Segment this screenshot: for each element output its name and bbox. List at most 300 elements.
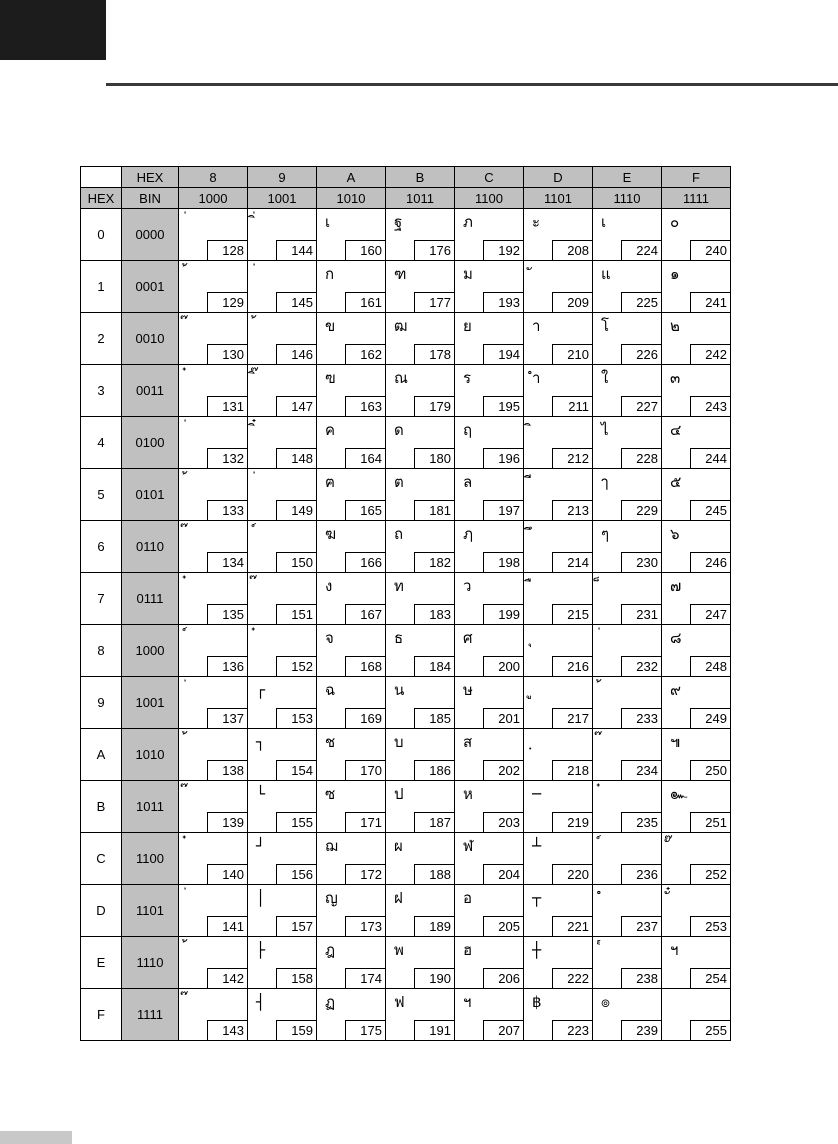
- char-glyph: ม: [463, 265, 473, 283]
- char-cell: [662, 781, 731, 833]
- char-cell: [317, 573, 386, 625]
- char-cell: [524, 313, 593, 365]
- char-code: 211: [568, 399, 589, 414]
- char-cell: [317, 209, 386, 261]
- char-glyph: ๚: [670, 733, 681, 751]
- char-cell: [593, 365, 662, 417]
- char-code: 212: [567, 451, 589, 466]
- char-cell: [662, 313, 731, 365]
- char-glyph: เ: [325, 213, 331, 231]
- char-cell: [317, 365, 386, 417]
- char-code: 232: [636, 659, 658, 674]
- code-box: [552, 396, 592, 416]
- char-glyph: ร: [463, 369, 472, 387]
- char-code: 186: [429, 763, 451, 778]
- code-box: [345, 604, 385, 624]
- char-cell: [455, 209, 524, 261]
- char-code: 230: [636, 555, 658, 570]
- char-code: 213: [567, 503, 589, 518]
- char-cell: [317, 417, 386, 469]
- row-hex-value: 4: [81, 417, 122, 469]
- char-glyph: ๓: [670, 369, 681, 387]
- code-box: [483, 604, 523, 624]
- char-cell: [455, 469, 524, 521]
- code-box: [552, 500, 592, 520]
- char-cell: [386, 417, 455, 469]
- column-hex-header: F: [662, 167, 731, 188]
- char-cell: [317, 677, 386, 729]
- row-bin-value: 1101: [122, 885, 179, 937]
- char-code: 167: [360, 607, 382, 622]
- char-code: 200: [498, 659, 520, 674]
- char-cell: [662, 521, 731, 573]
- char-code: 161: [360, 295, 382, 310]
- char-cell: [593, 313, 662, 365]
- code-box: [345, 864, 385, 884]
- char-code: 164: [360, 451, 382, 466]
- column-hex-header: E: [593, 167, 662, 188]
- code-box: [276, 812, 316, 832]
- column-hex-header: D: [524, 167, 593, 188]
- char-cell: [386, 781, 455, 833]
- char-code: 229: [636, 503, 658, 518]
- code-box: [483, 656, 523, 676]
- char-glyph: ฏ: [325, 993, 336, 1011]
- char-code: 223: [567, 1023, 589, 1038]
- code-box: [621, 552, 661, 572]
- code-box: [690, 656, 730, 676]
- char-code: 130: [222, 347, 244, 362]
- code-box: [621, 916, 661, 936]
- char-code: 170: [360, 763, 382, 778]
- row-hex-value: 9: [81, 677, 122, 729]
- char-code: 225: [636, 295, 658, 310]
- code-box: [621, 396, 661, 416]
- char-code: 173: [360, 919, 382, 934]
- char-code: 243: [705, 399, 727, 414]
- column-hex-header: C: [455, 167, 524, 188]
- code-box: [483, 292, 523, 312]
- code-box: [483, 396, 523, 416]
- char-cell: [248, 729, 317, 781]
- char-cell: [317, 781, 386, 833]
- char-code: 191: [429, 1023, 451, 1038]
- char-code: 141: [222, 919, 244, 934]
- char-code: 175: [360, 1023, 382, 1038]
- char-cell: [248, 989, 317, 1041]
- code-box: [207, 708, 247, 728]
- char-glyph: ใ: [601, 369, 609, 387]
- char-code: 198: [498, 555, 520, 570]
- char-code: 235: [636, 815, 658, 830]
- char-cell: [248, 313, 317, 365]
- code-box: [345, 344, 385, 364]
- table-row: [81, 365, 731, 417]
- code-box: [483, 552, 523, 572]
- char-glyph: ป: [394, 785, 404, 803]
- char-cell: [248, 521, 317, 573]
- code-box: [621, 760, 661, 780]
- column-bin-header: 1000: [179, 188, 248, 209]
- char-cell: [386, 365, 455, 417]
- char-glyph: ฯ: [463, 993, 472, 1011]
- char-code: 174: [360, 971, 382, 986]
- char-code: 209: [567, 295, 589, 310]
- row-hex-value: 0: [81, 209, 122, 261]
- char-code: 240: [705, 243, 727, 258]
- char-glyph: ด: [394, 421, 404, 439]
- char-cell: [593, 417, 662, 469]
- code-box: [276, 396, 316, 416]
- code-box: [552, 1020, 592, 1040]
- code-box: [690, 1020, 730, 1040]
- char-code: 217: [567, 711, 589, 726]
- char-glyph: ๕: [670, 473, 682, 491]
- char-code: 155: [291, 815, 313, 830]
- table-row: [81, 469, 731, 521]
- char-code: 233: [636, 711, 658, 726]
- code-box: [345, 656, 385, 676]
- column-hex-header: B: [386, 167, 455, 188]
- char-code: 231: [636, 607, 658, 622]
- char-code: 246: [705, 555, 727, 570]
- table-row: [81, 833, 731, 885]
- header-rule: [106, 83, 838, 86]
- row-bin-value: 0001: [122, 261, 179, 313]
- char-code: 153: [291, 711, 313, 726]
- char-glyph: ฿: [532, 993, 542, 1011]
- char-code: 222: [567, 971, 589, 986]
- table-row: [81, 989, 731, 1041]
- char-glyph: ๆ: [601, 525, 610, 543]
- code-box: [552, 760, 592, 780]
- code-box: [207, 812, 247, 832]
- code-box: [690, 396, 730, 416]
- char-cell: [455, 521, 524, 573]
- code-box: [552, 552, 592, 572]
- char-code: 179: [429, 399, 451, 414]
- code-box: [345, 292, 385, 312]
- row-hex-value: 7: [81, 573, 122, 625]
- char-cell: [662, 677, 731, 729]
- code-box: [552, 864, 592, 884]
- row-bin-value: 1001: [122, 677, 179, 729]
- char-glyph: ฎ: [325, 941, 336, 959]
- code-box: [690, 240, 730, 260]
- char-glyph: ศ: [463, 629, 473, 647]
- char-glyph: ข: [325, 317, 336, 335]
- code-box: [276, 708, 316, 728]
- table-row: [81, 625, 731, 677]
- char-cell: [524, 989, 593, 1041]
- code-box: [276, 604, 316, 624]
- code-box: [483, 760, 523, 780]
- table-row: [81, 781, 731, 833]
- char-code: 237: [636, 919, 658, 934]
- char-code: 204: [498, 867, 520, 882]
- row-hex-value: 5: [81, 469, 122, 521]
- char-code: 144: [291, 243, 313, 258]
- code-box: [690, 292, 730, 312]
- row-bin-value: 0000: [122, 209, 179, 261]
- column-hex-header: A: [317, 167, 386, 188]
- char-cell: [386, 261, 455, 313]
- char-glyph: ค: [325, 421, 336, 439]
- column-hex-header: 9: [248, 167, 317, 188]
- char-code: 193: [498, 295, 520, 310]
- char-glyph: ๏: [601, 993, 611, 1011]
- column-bin-header: 1111: [662, 188, 731, 209]
- char-glyph: ท: [394, 577, 404, 595]
- char-glyph: ะ: [532, 213, 541, 231]
- char-glyph: ๘: [670, 629, 682, 647]
- char-code: 176: [429, 243, 451, 258]
- char-cell: [455, 573, 524, 625]
- char-glyph: ┴: [532, 837, 542, 855]
- row-hex-value: 1: [81, 261, 122, 313]
- code-box: [690, 448, 730, 468]
- char-cell: [317, 937, 386, 989]
- char-code: 146: [291, 347, 313, 362]
- char-code: 197: [498, 503, 520, 518]
- code-box: [345, 240, 385, 260]
- char-glyph: ษ: [463, 681, 473, 699]
- char-cell: [662, 417, 731, 469]
- column-bin-header: 1001: [248, 188, 317, 209]
- char-code: 236: [636, 867, 658, 882]
- char-glyph: ำ: [532, 369, 541, 387]
- char-glyph: ฅ: [325, 473, 336, 491]
- table-row: [81, 729, 731, 781]
- char-code: 253: [705, 919, 727, 934]
- char-code: 248: [705, 659, 727, 674]
- code-box: [276, 1020, 316, 1040]
- char-glyph: ฆ: [325, 525, 337, 543]
- column-bin-header: 1110: [593, 188, 662, 209]
- code-box: [414, 656, 454, 676]
- char-code: 192: [498, 243, 520, 258]
- char-glyph: ฐ: [394, 213, 403, 231]
- code-box: [414, 916, 454, 936]
- char-code: 135: [222, 607, 244, 622]
- char-cell: [248, 469, 317, 521]
- code-box: [276, 552, 316, 572]
- char-glyph: ฯ: [670, 941, 679, 959]
- char-code: 238: [636, 971, 658, 986]
- char-code: 145: [291, 295, 313, 310]
- char-code: 163: [360, 399, 382, 414]
- code-box: [207, 240, 247, 260]
- char-glyph: ฃ: [325, 369, 336, 387]
- code-box: [345, 1020, 385, 1040]
- char-glyph: ถ: [394, 525, 404, 543]
- char-code: 148: [291, 451, 313, 466]
- char-cell: [524, 885, 593, 937]
- char-code: 196: [498, 451, 520, 466]
- char-code: 216: [567, 659, 589, 674]
- code-box: [621, 708, 661, 728]
- char-code: 190: [429, 971, 451, 986]
- char-code: 199: [498, 607, 520, 622]
- char-code: 195: [498, 399, 520, 414]
- code-box: [345, 812, 385, 832]
- char-cell: [386, 521, 455, 573]
- char-glyph: ┐: [256, 733, 266, 751]
- char-code: 202: [498, 763, 520, 778]
- code-box: [207, 916, 247, 936]
- code-box: [621, 500, 661, 520]
- char-code: 189: [429, 919, 451, 934]
- char-cell: [179, 209, 248, 261]
- char-glyph: ๗: [670, 577, 682, 595]
- char-cell: [455, 989, 524, 1041]
- code-box: [207, 448, 247, 468]
- char-cell: [248, 261, 317, 313]
- code-box: [345, 708, 385, 728]
- char-code: 140: [222, 867, 244, 882]
- char-code: 215: [567, 607, 589, 622]
- char-glyph: ธ: [394, 629, 404, 647]
- char-glyph: พ: [394, 941, 404, 959]
- char-glyph: ฝ: [394, 889, 403, 907]
- char-cell: [662, 365, 731, 417]
- code-box: [483, 864, 523, 884]
- char-code: 185: [429, 711, 451, 726]
- char-cell: [386, 885, 455, 937]
- char-glyph: ซ: [325, 785, 336, 803]
- table-row: [81, 677, 731, 729]
- char-cell: [524, 937, 593, 989]
- column-bin-header: 1101: [524, 188, 593, 209]
- char-cell: [524, 781, 593, 833]
- code-box: [276, 916, 316, 936]
- char-cell: [386, 833, 455, 885]
- footer-tab: [0, 1131, 72, 1144]
- char-code: 151: [291, 607, 313, 622]
- char-code: 239: [636, 1023, 658, 1038]
- char-glyph: ช: [325, 733, 336, 751]
- char-cell: [248, 417, 317, 469]
- char-cell: [248, 781, 317, 833]
- char-cell: [662, 937, 731, 989]
- char-glyph: │: [256, 889, 266, 907]
- table-row: [81, 261, 731, 313]
- code-box: [483, 812, 523, 832]
- char-glyph: แ: [601, 265, 611, 283]
- char-cell: [455, 729, 524, 781]
- char-glyph: ┼: [532, 941, 542, 959]
- hex-label: HEX: [122, 167, 179, 188]
- char-code: 139: [222, 815, 244, 830]
- char-glyph: ก: [325, 265, 335, 283]
- char-code: 219: [567, 815, 589, 830]
- code-box: [276, 656, 316, 676]
- char-glyph: ง: [325, 577, 333, 595]
- char-glyph: ๔: [670, 421, 682, 439]
- row-bin-value: 1100: [122, 833, 179, 885]
- char-cell: [248, 677, 317, 729]
- char-cell: [317, 833, 386, 885]
- code-box: [552, 812, 592, 832]
- char-cell: [317, 313, 386, 365]
- code-box: [207, 500, 247, 520]
- char-cell: [248, 365, 317, 417]
- char-code: 184: [429, 659, 451, 674]
- char-code: 128: [222, 243, 244, 258]
- char-code: 207: [498, 1023, 520, 1038]
- char-glyph: ณ: [394, 369, 408, 387]
- code-box: [414, 292, 454, 312]
- row-bin-value: 1011: [122, 781, 179, 833]
- char-code: 241: [705, 295, 727, 310]
- char-cell: [524, 677, 593, 729]
- char-glyph: ฦ: [463, 525, 473, 543]
- row-hex-value: 3: [81, 365, 122, 417]
- char-glyph: ส: [463, 733, 473, 751]
- code-box: [276, 344, 316, 364]
- char-code: 203: [498, 815, 520, 830]
- code-box: [690, 968, 730, 988]
- char-code: 181: [429, 503, 451, 518]
- char-cell: [593, 729, 662, 781]
- char-code: 206: [498, 971, 520, 986]
- char-cell: [248, 625, 317, 677]
- code-box: [345, 552, 385, 572]
- code-box: [621, 864, 661, 884]
- char-cell: [593, 677, 662, 729]
- table-row: [81, 885, 731, 937]
- char-cell: [524, 417, 593, 469]
- char-code: 250: [705, 763, 727, 778]
- code-box: [621, 344, 661, 364]
- char-cell: [593, 521, 662, 573]
- row-bin-value: 1010: [122, 729, 179, 781]
- char-cell: [248, 573, 317, 625]
- code-box: [483, 1020, 523, 1040]
- char-cell: [455, 781, 524, 833]
- char-cell: [593, 625, 662, 677]
- char-cell: [455, 417, 524, 469]
- row-hex-value: 2: [81, 313, 122, 365]
- char-cell: [386, 989, 455, 1041]
- code-box: [345, 396, 385, 416]
- code-box: [276, 500, 316, 520]
- row-hex-value: E: [81, 937, 122, 989]
- char-cell: [524, 729, 593, 781]
- code-box: [276, 864, 316, 884]
- row-bin-value: 0011: [122, 365, 179, 417]
- code-box: [621, 240, 661, 260]
- char-cell: [455, 625, 524, 677]
- char-code: 132: [222, 451, 244, 466]
- char-glyph: ├: [256, 941, 266, 959]
- char-code: 218: [567, 763, 589, 778]
- char-code: 226: [636, 347, 658, 362]
- code-box: [345, 916, 385, 936]
- code-box: [414, 812, 454, 832]
- char-cell: [455, 261, 524, 313]
- char-cell: [317, 729, 386, 781]
- char-cell: [179, 521, 248, 573]
- column-hex-header: 8: [179, 167, 248, 188]
- table-row: [81, 313, 731, 365]
- char-code: 205: [498, 919, 520, 934]
- code-box: [690, 604, 730, 624]
- char-cell: [662, 209, 731, 261]
- char-cell: [524, 573, 593, 625]
- code-box: [552, 292, 592, 312]
- char-glyph: ไ: [601, 421, 609, 439]
